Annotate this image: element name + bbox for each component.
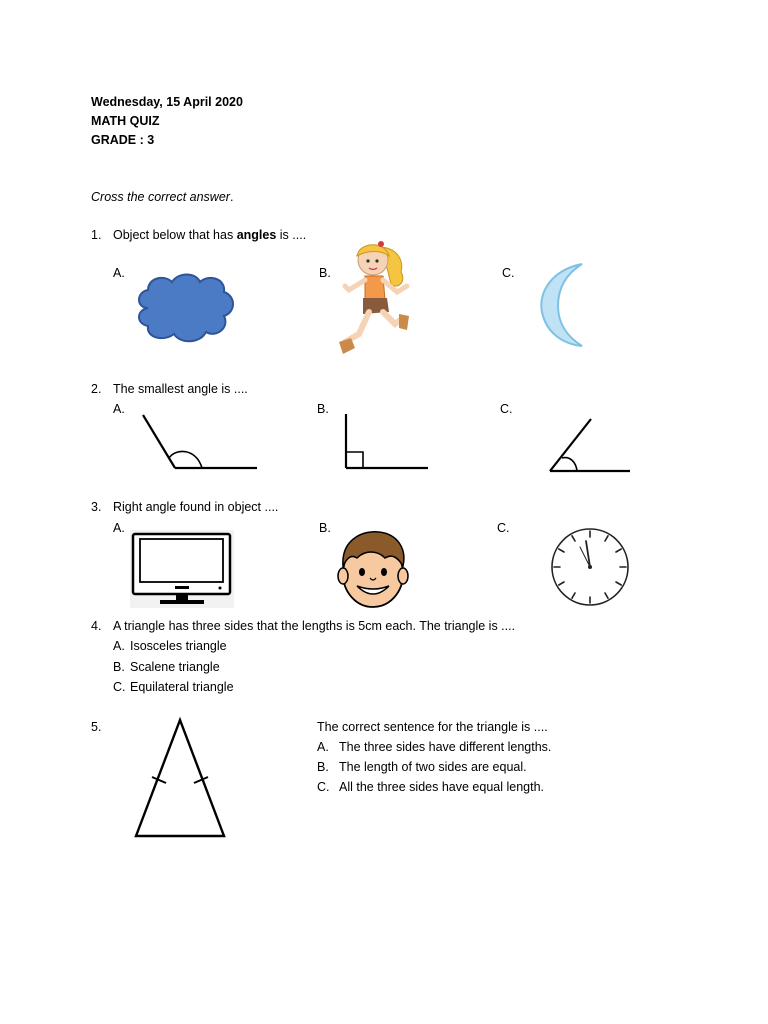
boy-face-icon[interactable] [335,528,411,610]
question-2-text: The smallest angle is .... [113,382,248,396]
q2-option-b-label[interactable]: B. [317,402,329,416]
q3-option-b-label[interactable]: B. [319,521,331,535]
cloud-icon[interactable] [134,270,236,344]
quiz-date: Wednesday, 15 April 2020 [91,95,243,109]
q5-option-b-text[interactable]: The length of two sides are equal. [339,760,527,774]
q4-option-b-letter[interactable]: B. [113,660,125,674]
quiz-subject: MATH QUIZ [91,114,160,128]
question-3-text: Right angle found in object .... [113,500,279,514]
question-1-text [113,228,306,242]
q5-option-b-letter[interactable]: B. [317,760,329,774]
question-1-number: 1. [91,228,102,242]
question-2-number: 2. [91,382,102,396]
question-3-number: 3. [91,500,102,514]
isosceles-triangle-diagram [132,716,228,840]
q1-text-after: is .... [276,228,307,242]
q4-option-a-text[interactable]: Isosceles triangle [130,639,227,653]
q5-option-c-letter[interactable]: C. [317,780,330,794]
q1-keyword: angles [236,228,277,242]
q2-option-a-label[interactable]: A. [113,402,125,416]
instruction-period: . [229,190,234,204]
television-icon[interactable] [130,530,234,608]
question-5-number: 5. [91,720,102,734]
obtuse-angle-diagram[interactable] [140,410,260,472]
question-4-number: 4. [91,619,102,633]
clock-icon[interactable] [550,527,630,607]
q4-option-c-text[interactable]: Equilateral triangle [130,680,234,694]
q4-option-b-text[interactable]: Scalene triangle [130,660,220,674]
q1-option-c-label[interactable]: C. [502,266,515,280]
crescent-shape [541,264,582,346]
q1-text-before: Object below that has [113,228,237,242]
q5-option-a-text[interactable]: The three sides have different lengths. [339,740,552,754]
q2-option-c-label[interactable]: C. [500,402,513,416]
q4-option-c-letter[interactable]: C. [113,680,126,694]
q4-option-a-letter[interactable]: A. [113,639,125,653]
q3-option-c-label[interactable]: C. [497,521,510,535]
q3-option-a-label[interactable]: A. [113,521,125,535]
q1-option-a-label[interactable]: A. [113,266,125,280]
running-girl-icon[interactable] [335,238,415,356]
q5-option-a-letter[interactable]: A. [317,740,329,754]
q1-option-b-label[interactable]: B. [319,266,331,280]
acute-angle-diagram[interactable] [544,416,634,476]
question-5-text: The correct sentence for the triangle is .... [317,720,548,734]
crescent-moon-icon[interactable] [538,262,586,348]
right-angle-diagram[interactable] [340,412,430,472]
cloud-shape [139,275,233,342]
question-4-text: A triangle has three sides that the lengths is 5cm each. The triangle is .... [113,619,516,633]
instruction-text: Cross the correct answer [91,190,230,204]
instruction [91,190,233,204]
quiz-grade: GRADE : 3 [91,133,155,147]
q5-option-c-text[interactable]: All the three sides have equal length. [339,780,544,794]
